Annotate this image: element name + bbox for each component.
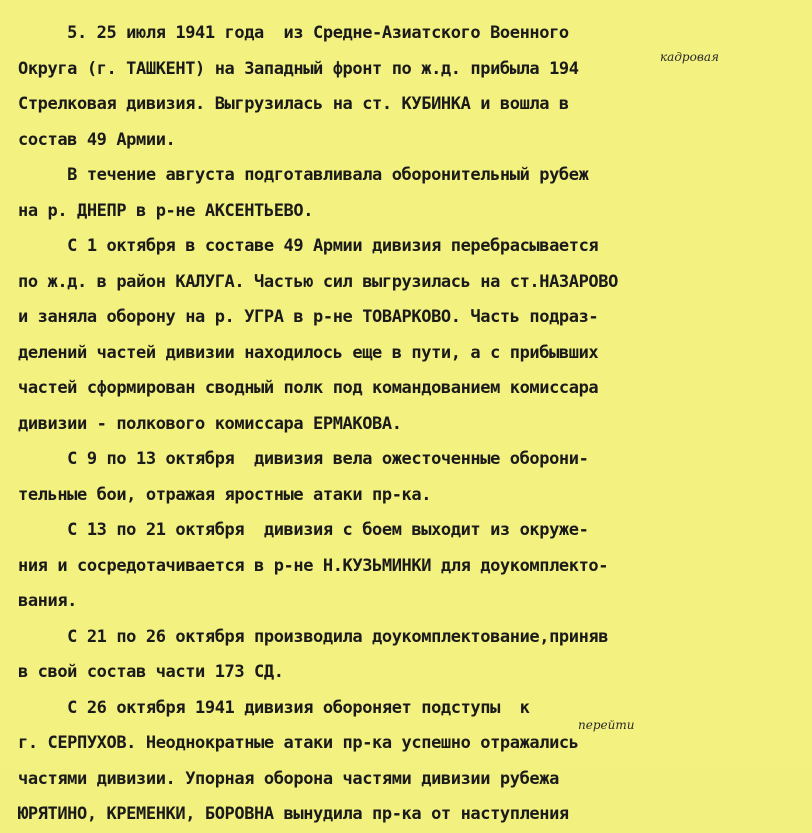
text-line: С 21 по 26 октября производила доукомплектование,приняв [18, 626, 609, 647]
document-body [18, 16, 808, 833]
text-line: В течение августа подготавливала оборонительный рубеж [18, 165, 589, 185]
text-line: С 26 октября 1941 дивизия обороняет подступы к [18, 697, 530, 718]
text-line: делений частей дивизии находилось еще в пути, а с прибывших [18, 342, 599, 363]
text-line: частей сформирован сводный полк под командованием комиссара [18, 378, 599, 398]
text-line: тельные бои, отражая яростные атаки пр-ка. [18, 484, 432, 505]
text-line: ЮРЯТИНО, КРЕМЕНКИ, БОРОВНА вынудила пр-ка от наступления [18, 804, 569, 824]
text-line: Округа (г. ТАШКЕНТ) на Западный фронт по ж.д. прибыла 194 [18, 58, 579, 79]
text-line: частями дивизии. Упорная оборона частями дивизии рубежа [18, 768, 559, 789]
text-line: С 13 по 21 октября дивизия с боем выходит из окруже- [18, 520, 589, 540]
text-line: и заняла оборону на р. УГРА в р-не ТОВАРКОВО. Часть подраз- [18, 307, 599, 327]
text-line: на р. ДНЕПР в р-не АКСЕНТЬЕВО. [18, 200, 314, 221]
text-line: в свой состав части 173 СД. [18, 662, 284, 682]
text-line: по ж.д. в район КАЛУГА. Частью сил выгрузилась на ст.НАЗАРОВО [18, 271, 618, 292]
text-line: г. СЕРПУХОВ. Неоднократные атаки пр-ка успешно отражались [18, 733, 579, 753]
text-line: ния и сосредотачивается в р-не Н.КУЗЬМИНКИ для доукомплекто- [18, 555, 609, 576]
text-line: Стрелковая дивизия. Выгрузилась на ст. КУБИНКА и вошла в [18, 94, 569, 114]
text-line: С 1 октября в составе 49 Армии дивизия перебрасывается [18, 236, 599, 256]
text-line: С 9 по 13 октября дивизия вела ожесточенные оборони- [18, 449, 589, 469]
text-line: дивизии - полкового комиссара ЕРМАКОВА. [18, 413, 402, 434]
text-line: 5. 25 июля 1941 года из Средне-Азиатского Военного [18, 23, 569, 43]
handwritten-annotation-pereiti: перейти [578, 718, 635, 732]
text-line: вания. [18, 591, 78, 611]
handwritten-annotation-kadrovaya: кадровая [660, 50, 719, 64]
text-line: состав 49 Армии. [18, 129, 176, 150]
